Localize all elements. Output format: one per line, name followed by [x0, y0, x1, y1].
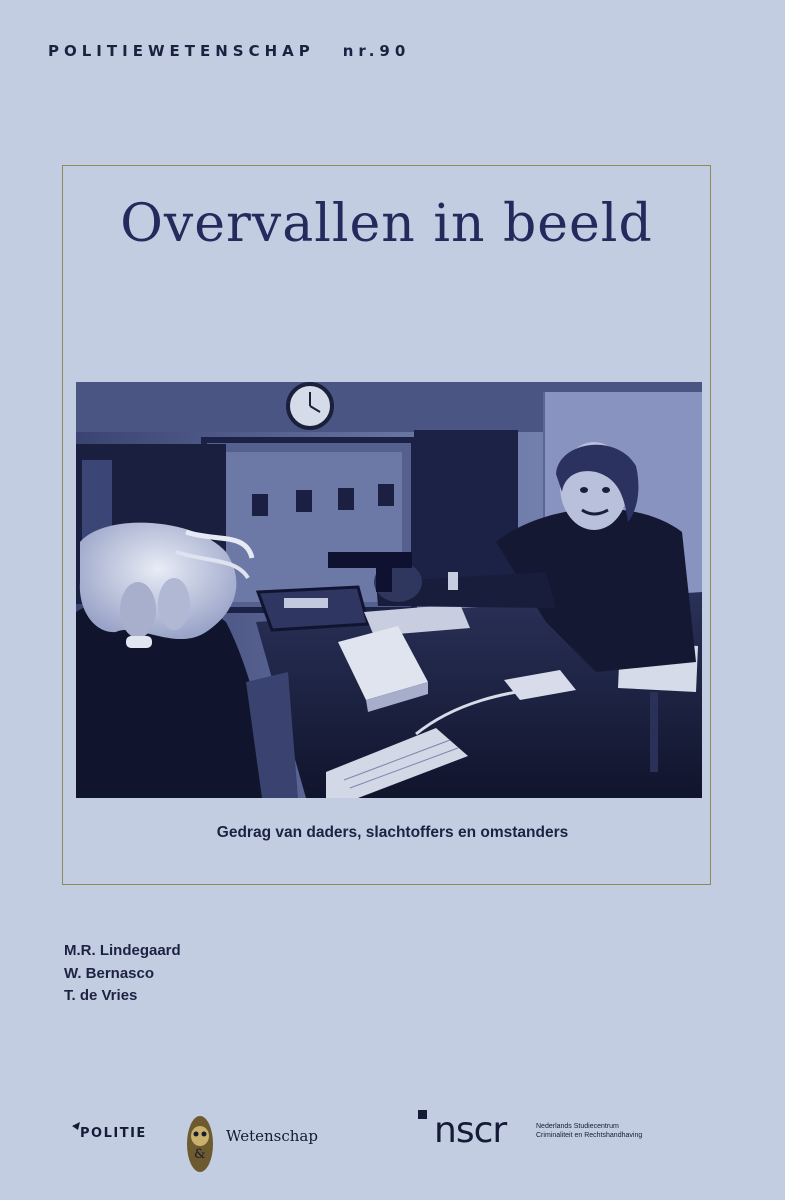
politie-wetenschap-logo — [72, 1112, 372, 1182]
publisher-word-politie: POLITIE — [80, 1126, 147, 1141]
nscr-wordmark: nscr — [434, 1110, 507, 1151]
series-name: POLITIEWETENSCHAP — [48, 42, 315, 60]
book-subtitle: Gedrag van daders, slachtoffers en omstanders — [216, 824, 569, 841]
author-name: W. Bernasco — [64, 964, 155, 982]
author-name: T. de Vries — [64, 987, 138, 1004]
publisher-word-wetenschap: Wetenschap — [226, 1127, 318, 1145]
cover-photo — [76, 382, 702, 798]
nscr-square-icon — [418, 1110, 427, 1119]
nscr-institute-name — [536, 1122, 716, 1140]
svg-text:&: & — [194, 1147, 206, 1162]
nscr-institute-line: Criminaliteit en Rechtshandhaving — [536, 1132, 643, 1139]
robbery-scene-illustration — [76, 382, 702, 798]
owl-emblem-icon — [72, 1112, 222, 1182]
series-number: nr.90 — [342, 42, 411, 60]
nscr-logo — [418, 1108, 718, 1178]
nscr-institute-line: Nederlands Studiecentrum — [536, 1123, 619, 1130]
book-title: Overvallen in beeld — [120, 194, 653, 254]
author-name: M.R. Lindegaard — [64, 942, 181, 959]
author-list — [64, 940, 181, 1008]
series-header — [48, 42, 410, 60]
